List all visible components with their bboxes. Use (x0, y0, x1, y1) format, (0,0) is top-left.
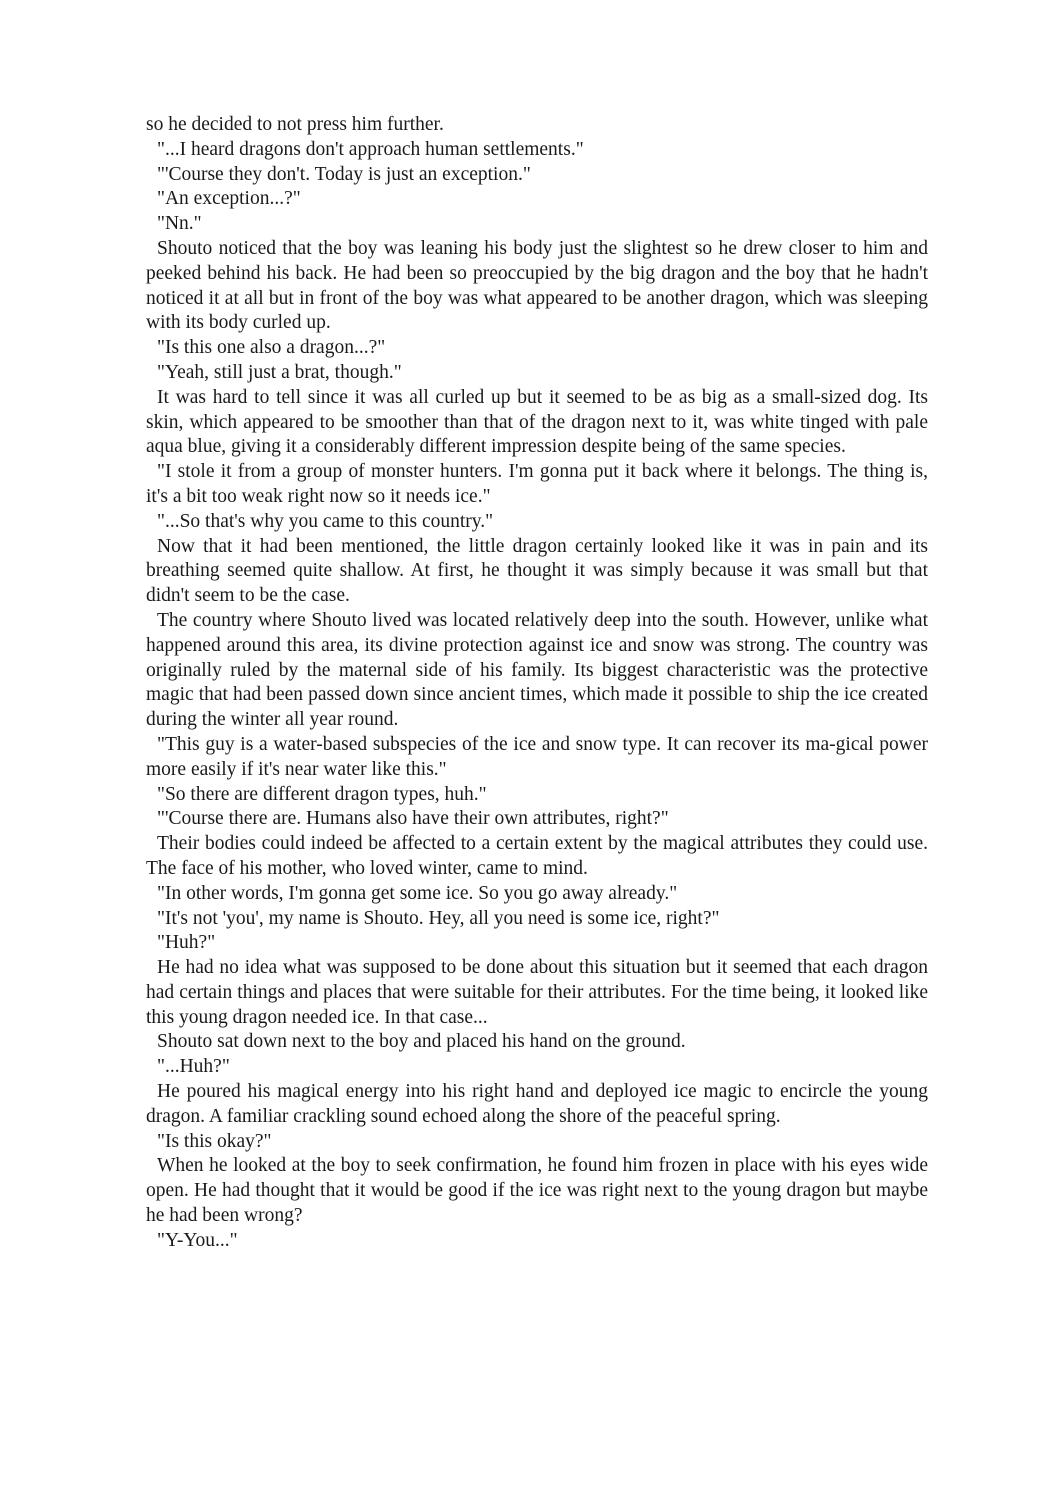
paragraph: "Y-You..." (157, 1229, 238, 1251)
paragraph: "This guy is a water-based subspecies of the ice and snow type. It can recover its ma-gical power more easily if it's near water like this." (146, 733, 928, 780)
paragraph: "...So that's why you came to this country." (157, 510, 494, 532)
paragraph: "...I heard dragons don't approach human settlements." (157, 138, 584, 160)
paragraph: When he looked at the boy to seek confirmation, he found him frozen in place with his eyes wide open. He had thought that it would be good if the ice was right next to the young dragon but maybe he had been wrong? (146, 1155, 928, 1227)
paragraph: "'Course there are. Humans also have their own attributes, right?" (157, 808, 669, 830)
paragraph: It was hard to tell since it was all curled up but it seemed to be as big as a small-sized dog. Its skin, which appeared to be smoother than that of the dragon next to it, was white tinged with pale aqua blue, giving it a considerably different impression despite being of the same species. (146, 386, 928, 458)
paragraph: "Nn." (157, 213, 202, 235)
paragraph: "Huh?" (157, 932, 216, 954)
paragraph: "'Course they don't. Today is just an exception." (157, 163, 531, 185)
paragraph: "...Huh?" (157, 1056, 230, 1078)
paragraph: "In other words, I'm gonna get some ice. So you go away already." (157, 882, 678, 904)
paragraph: He poured his magical energy into his right hand and deployed ice magic to encircle the young dragon. A familiar crackling sound echoed along the shore of the peaceful spring. (146, 1081, 928, 1127)
paragraph: Shouto sat down next to the boy and placed his hand on the ground. (157, 1031, 686, 1053)
paragraph: so he decided to not press him further. (146, 114, 444, 135)
paragraph: "An exception...?" (157, 188, 301, 210)
paragraph: "I stole it from a group of monster hunters. I'm gonna put it back where it belongs. The thing is, it's a bit too weak right now so it needs ice." (146, 461, 928, 507)
paragraph: "It's not 'you', my name is Shouto. Hey, all you need is some ice, right?" (157, 907, 720, 929)
page-text (146, 113, 928, 1254)
paragraph: "So there are different dragon types, huh." (157, 783, 487, 805)
paragraph: The country where Shouto lived was located relatively deep into the south. However, unlike what happened around this area, its divine protection against ice and snow was strong. The country was originally ruled by the maternal side of his family. Its biggest characteristic was the protective magic that had been passed down since ancient times, which made it possible to ship the ice created during the winter all year round. (146, 609, 928, 731)
paragraph: "Is this okay?" (157, 1130, 272, 1152)
paragraph: Shouto noticed that the boy was leaning his body just the slightest so he drew closer to him and peeked behind his back. He had been so preoccupied by the big dragon and the boy that he hadn't noticed it at all but in front of the boy was what appeared to be another dragon, which was sleeping with its body curled up. (146, 237, 928, 334)
paragraph: He had no idea what was supposed to be done about this situation but it seemed that each dragon had certain things and places that were suitable for their attributes. For the time being, it looked like this young dragon needed ice. In that case... (146, 957, 928, 1028)
paragraph: Their bodies could indeed be affected to a certain extent by the magical attributes they could use. The face of his mother, who loved winter, came to mind. (146, 833, 928, 879)
paragraph: "Is this one also a dragon...?" (157, 337, 386, 359)
paragraph: "Yeah, still just a brat, though." (157, 361, 402, 383)
paragraph: Now that it had been mentioned, the little dragon certainly looked like it was in pain and its breathing seemed quite shallow. At first, he thought it was simply because it was small but that didn't seem to be the case. (146, 535, 928, 607)
